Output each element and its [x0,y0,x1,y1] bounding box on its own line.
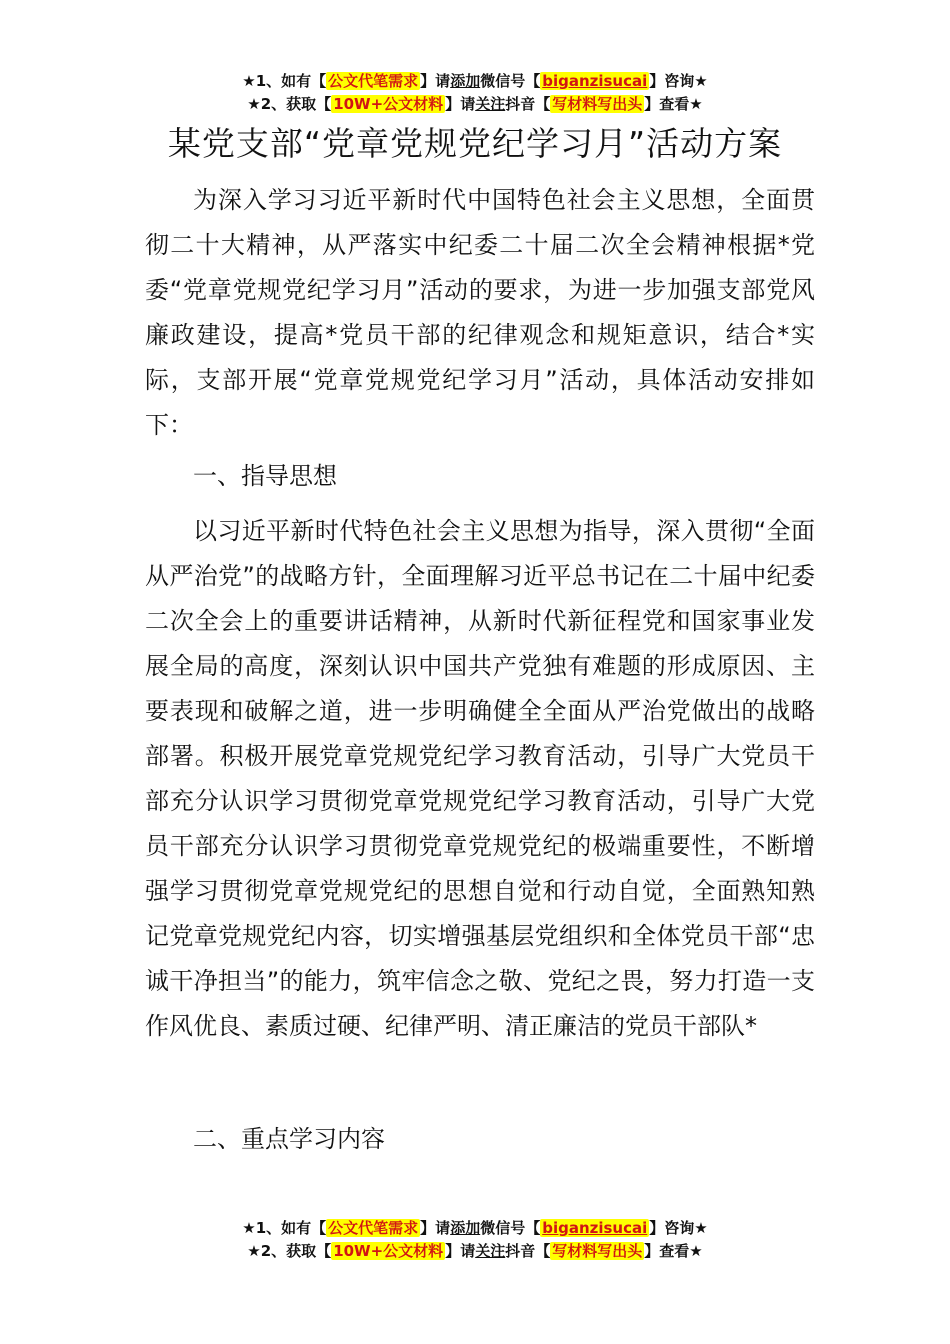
footer-promo-line-1-text: 】请 [420,1219,451,1237]
promo-line-1-prefix: ★1、如有【 [242,72,327,90]
promo-highlight-materials: 10W+公文材料 [333,95,444,113]
section-2-heading-text: 二、重点学习内容 [193,1125,385,1153]
promo-highlight-writing-service: 公文代笔需求 [328,72,419,90]
footer-promo-line-1-prefix: ★1、如有【 [242,1219,327,1237]
footer-promo-line-1 [0,1217,950,1240]
section-1-heading [145,454,815,499]
footer-promo-line-1-text-2: 微信号【 [480,1219,541,1237]
promo-line-1-suffix: 】咨询★ [649,72,708,90]
promo-douyin-account: 写材料写出头 [552,95,643,113]
footer-promo-douyin-account: 写材料写出头 [552,1242,643,1260]
section-1-paragraph-text: 以习近平新时代特色社会主义思想为指导，深入贯彻“全面从严治党”的战略方针，全面理解习近平总书记在二十届中纪委二次全会上的重要讲话精神，从新时代新征程党和国家事业发展全局的高度，深刻认识中国共产党独有难题的形成原因、主要表现和破解之道，进一步明确健全全面从严治党做出的战略部署。积极开展党章党规党纪学习教育活动，引导广大党员干部充分认识学习贯彻党章党规党纪学习教育活动，引导广大党员干部充分认识学习贯彻党章党规党纪的极端重要性，不断增强学习贯彻党章党规党纪的思想自觉和行动自觉，全面熟知熟记党章党规党纪内容，切实增强基层党组织和全体党员干部“忠诚干净担当”的能力，筑牢信念之敬、党纪之畏，努力打造一支作风优良、素质过硬、纪律严明、清正廉洁的党员干部队* [145,517,815,1040]
intro-paragraph-text: 为深入学习习近平新时代中国特色社会主义思想，全面贯彻二十大精神，从严落实中纪委二十届二次全会精神根据*党委“党章党规党纪学习月”活动的要求，为进一步加强支部党风廉政建设，提高*党员干部的纪律观念和规矩意识，结合*实际，支部开展“党章党规党纪学习月”活动，具体活动安排如下： [145,186,815,439]
footer-promo-highlight-writing-service: 公文代笔需求 [328,1219,419,1237]
section-2-heading [145,1117,815,1162]
promo-line-2 [0,93,950,116]
promo-line-2-text-2: 抖音【 [505,95,551,113]
section-1-paragraph [145,509,815,1049]
footer-promo-line-2-text-2: 抖音【 [505,1242,551,1260]
promo-line-2-prefix: ★2、获取【 [247,95,332,113]
promo-line-1-emphasis: 添加 [450,72,481,90]
footer-promo-highlight-materials: 10W+公文材料 [333,1242,444,1260]
footer-promo-line-2-emphasis: 关注 [475,1242,506,1260]
header-promo-banner [0,70,950,116]
footer-promo-line-2-text: 】请 [445,1242,476,1260]
footer-promo-banner [0,1217,950,1263]
footer-promo-line-2-prefix: ★2、获取【 [247,1242,332,1260]
footer-promo-line-1-emphasis: 添加 [450,1219,481,1237]
promo-line-1-text: 】请 [420,72,451,90]
intro-paragraph [145,178,815,448]
footer-promo-line-2-suffix: 】查看★ [644,1242,703,1260]
section-1-heading-text: 一、指导思想 [193,462,337,490]
promo-line-1 [0,70,950,93]
promo-wechat-id: biganzisucai [542,72,648,90]
document-title: 某党支部“党章党规党纪学习月”活动方案 [167,124,783,163]
promo-line-2-text: 】请 [445,95,476,113]
promo-line-2-emphasis: 关注 [475,95,506,113]
footer-promo-line-1-suffix: 】咨询★ [649,1219,708,1237]
footer-promo-line-2 [0,1240,950,1263]
footer-promo-wechat-id: biganzisucai [542,1219,648,1237]
promo-line-1-text-2: 微信号【 [480,72,541,90]
promo-line-2-suffix: 】查看★ [644,95,703,113]
